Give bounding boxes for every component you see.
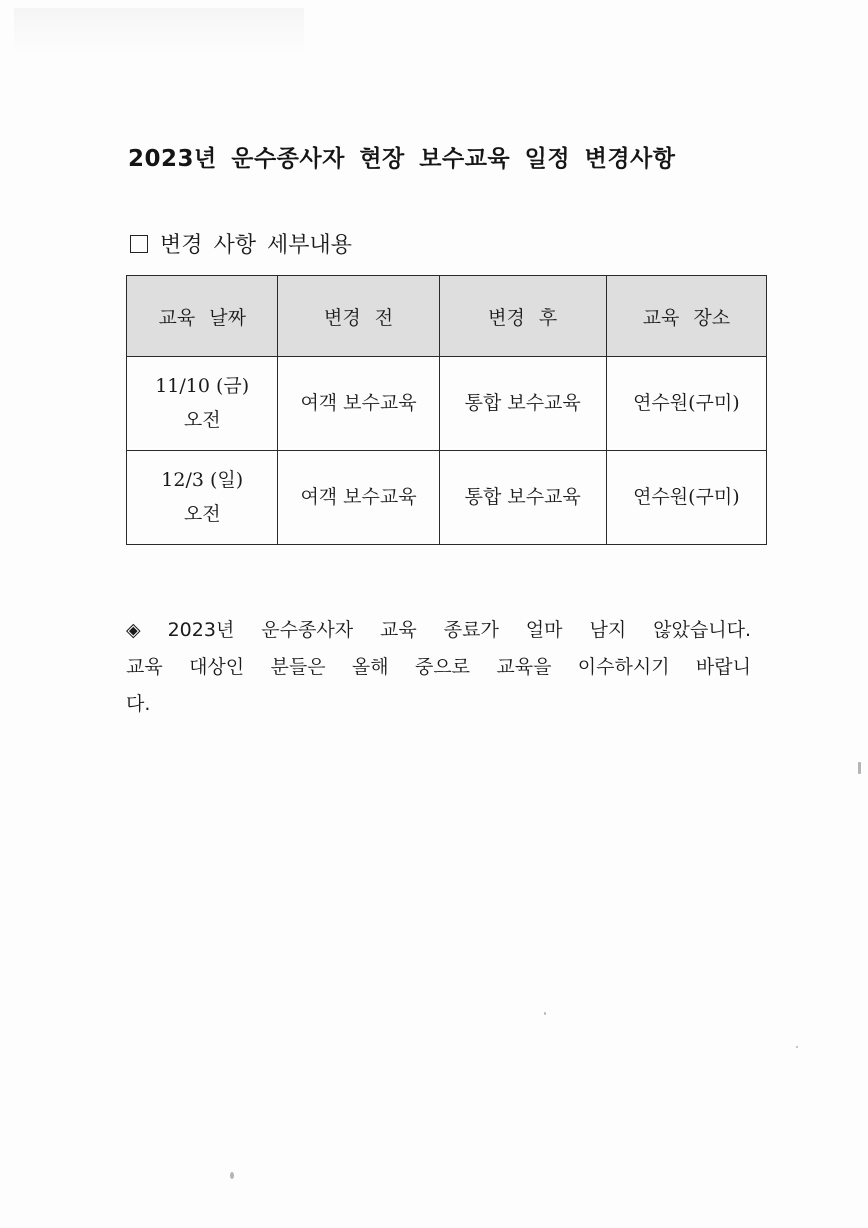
cell-before: 여객 보수교육 — [278, 451, 439, 545]
date-text: 11/10 (금) — [155, 375, 250, 398]
cell-before: 여객 보수교육 — [278, 357, 439, 451]
date-text: 12/3 (일) — [161, 469, 244, 492]
schedule-table — [126, 275, 767, 545]
table-row — [127, 451, 767, 545]
scan-speck — [544, 1012, 546, 1015]
section-heading — [126, 228, 352, 259]
table-header-row — [127, 276, 767, 357]
scan-speck — [230, 1172, 234, 1179]
scan-speck — [796, 1046, 798, 1048]
notice-paragraph — [126, 612, 751, 723]
time-text: 오전 — [183, 408, 221, 431]
scan-artifact — [14, 8, 304, 54]
header-place: 교육 장소 — [606, 276, 766, 357]
cell-date — [127, 451, 278, 545]
cell-place: 연수원(구미) — [606, 357, 766, 451]
table-row — [127, 357, 767, 451]
cell-place: 연수원(구미) — [606, 451, 766, 545]
cell-date — [127, 357, 278, 451]
notice-line-2: 교육 대상인 분들은 올해 중으로 교육을 이수하시기 바랍니 — [126, 656, 751, 678]
cell-after: 통합 보수교육 — [439, 357, 606, 451]
cell-after: 통합 보수교육 — [439, 451, 606, 545]
document-title: 2023년 운수종사자 현장 보수교육 일정 변경사항 — [128, 146, 676, 172]
scan-speck — [858, 762, 861, 774]
empty-square-bullet-icon — [130, 235, 148, 253]
notice-line-1: ◈ 2023년 운수종사자 교육 종료가 얼마 남지 않았습니다. — [126, 619, 751, 641]
notice-line-3: 다. — [126, 693, 151, 715]
header-before: 변경 전 — [278, 276, 439, 357]
header-date: 교육 날짜 — [127, 276, 278, 357]
section-heading-text: 변경 사항 세부내용 — [160, 233, 353, 258]
time-text: 오전 — [183, 502, 221, 525]
header-after: 변경 후 — [439, 276, 606, 357]
